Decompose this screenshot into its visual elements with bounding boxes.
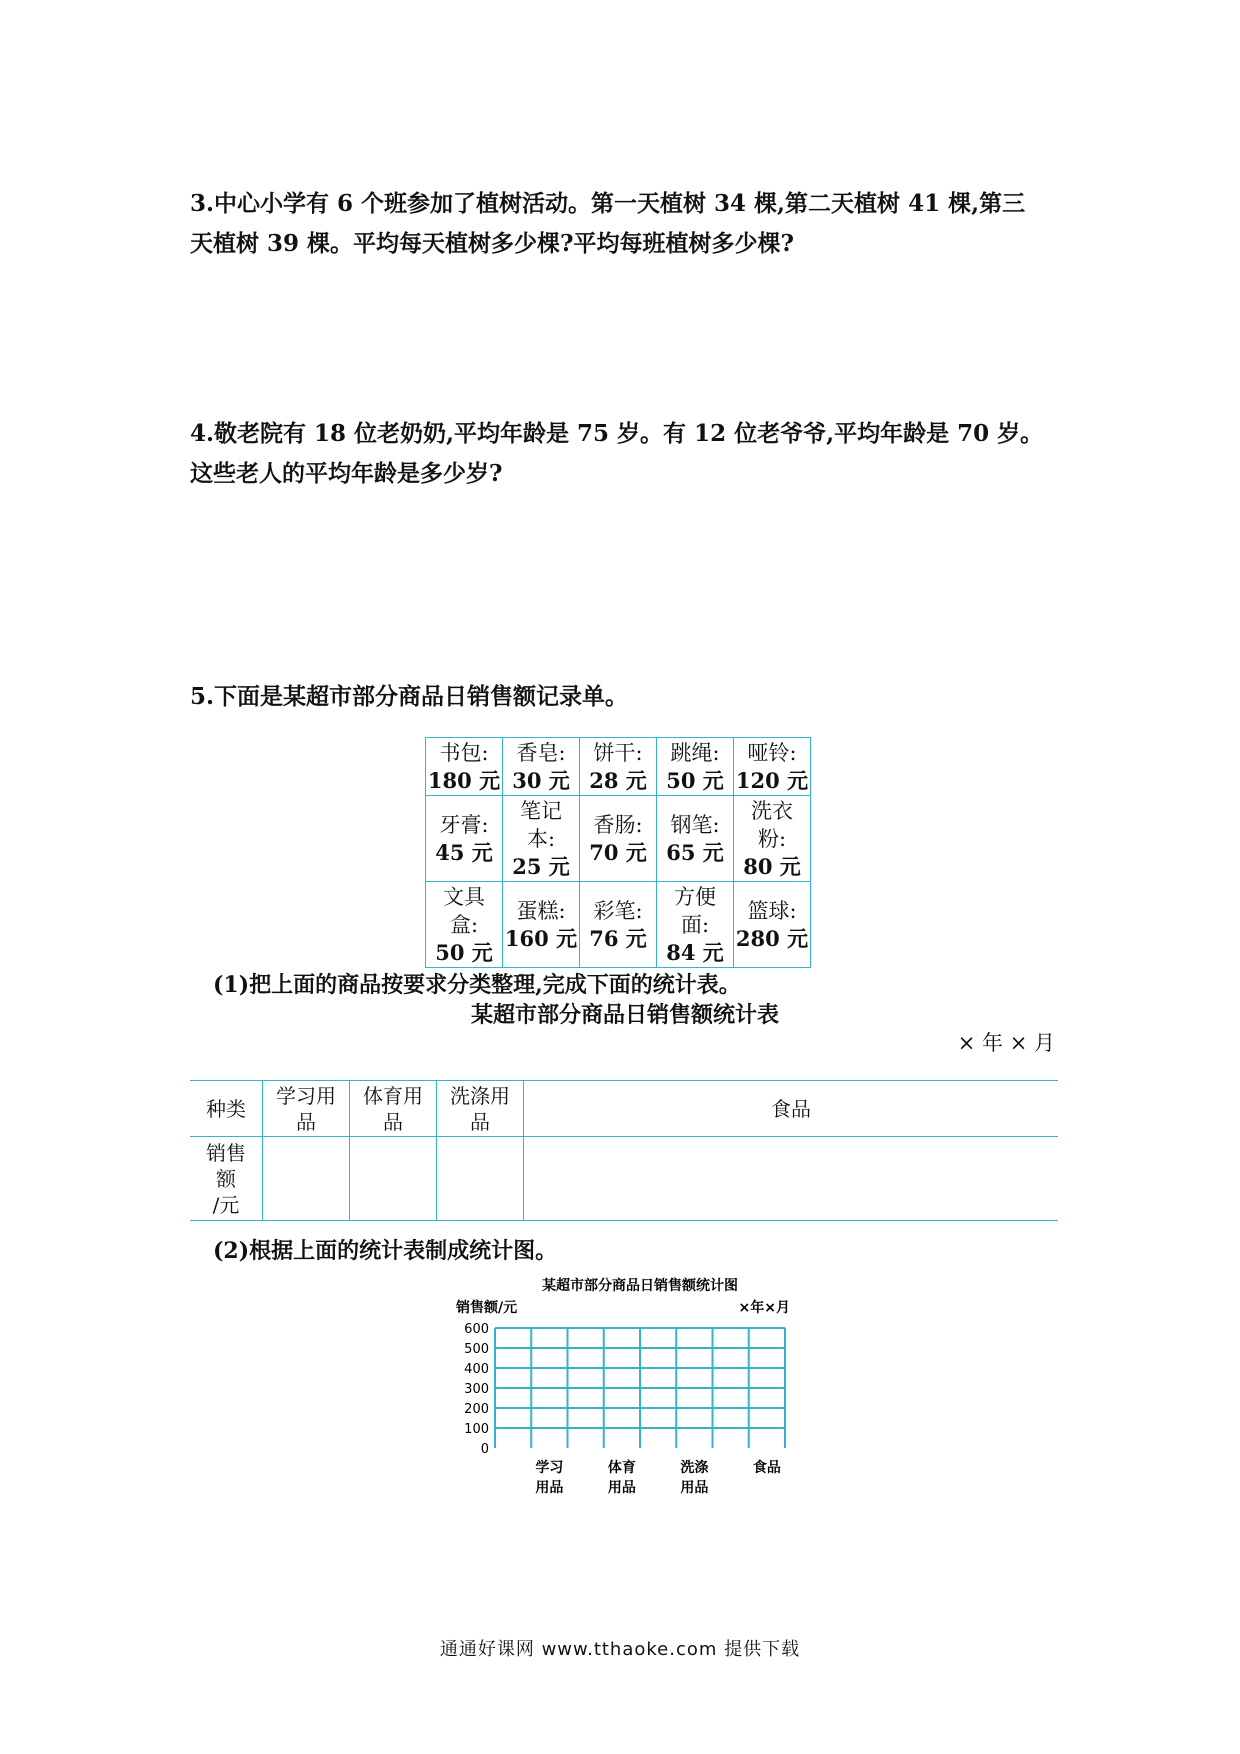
answer-cell-cleaning[interactable] — [437, 1137, 524, 1221]
answer-cell-food[interactable] — [524, 1137, 1059, 1221]
product-cell: 牙膏: 45 元 — [426, 796, 503, 882]
x-category-label: 学习 — [535, 1460, 564, 1476]
question-3-line1: 3.中心小学有 6 个班参加了植树活动。第一天植树 34 棵,第二天植树 41 棵,第三 — [190, 190, 1026, 217]
answer-cell-sports[interactable] — [350, 1137, 437, 1221]
answer-cell-study[interactable] — [263, 1137, 350, 1221]
product-cell: 跳绳: 50 元 — [657, 738, 734, 796]
product-cell: 书包: 180 元 — [426, 738, 503, 796]
part-2-instruction: (2)根据上面的统计表制成统计图。 — [213, 1238, 558, 1264]
question-3-line2: 天植树 39 棵。平均每天植树多少棵?平均每班植树多少棵? — [190, 230, 794, 257]
y-tick-label: 100 — [464, 1422, 489, 1437]
y-tick-label: 600 — [464, 1322, 489, 1337]
product-cell: 香肠: 70 元 — [580, 796, 657, 882]
x-category-label: 食品 — [752, 1460, 781, 1476]
question-5-title: 5.下面是某超市部分商品日销售额记录单。 — [190, 683, 629, 710]
part-1-instruction: (1)把上面的商品按要求分类整理,完成下面的统计表。 — [213, 972, 741, 998]
x-category-label: 用品 — [607, 1480, 636, 1496]
x-category-label: 洗涤 — [680, 1460, 709, 1476]
x-category-label: 用品 — [680, 1480, 709, 1496]
table-title: 某超市部分商品日销售额统计表 — [470, 1002, 779, 1028]
question-4 — [190, 414, 1060, 494]
chart-date: ×年×月 — [738, 1300, 790, 1316]
product-cell: 笔记 本: 25 元 — [503, 796, 580, 882]
product-cell: 洗衣 粉: 80 元 — [734, 796, 811, 882]
product-cell: 饼干: 28 元 — [580, 738, 657, 796]
product-cell: 文具 盒: 50 元 — [426, 882, 503, 968]
product-cell: 哑铃: 120 元 — [734, 738, 811, 796]
header-food: 食品 — [524, 1081, 1059, 1137]
x-category-label: 体育 — [607, 1460, 636, 1476]
product-cell: 香皂: 30 元 — [503, 738, 580, 796]
table-date: × 年 × 月 — [957, 1031, 1055, 1055]
y-tick-label: 500 — [464, 1342, 489, 1357]
chart-title: 某超市部分商品日销售额统计图 — [542, 1278, 738, 1294]
y-tick-label: 400 — [464, 1362, 489, 1377]
product-cell: 钢笔: 65 元 — [657, 796, 734, 882]
product-cell: 蛋糕: 160 元 — [503, 882, 580, 968]
row-sales-label: 销售 额 /元 — [190, 1137, 263, 1221]
y-tick-label: 0 — [480, 1442, 489, 1457]
y-tick-label: 300 — [464, 1382, 489, 1397]
product-cell: 彩笔: 76 元 — [580, 882, 657, 968]
x-category-label: 用品 — [535, 1480, 564, 1496]
chart-grid — [495, 1328, 785, 1448]
y-tick-label: 200 — [464, 1402, 489, 1417]
product-cell: 方便 面: 84 元 — [657, 882, 734, 968]
chart-y-axis-label: 销售额/元 — [456, 1300, 518, 1316]
product-cell: 篮球: 280 元 — [734, 882, 811, 968]
header-study-supplies: 学习用 品 — [263, 1081, 350, 1137]
question-4-line2: 这些老人的平均年龄是多少岁? — [190, 460, 503, 487]
footer-source: 通通好课网 www.tthaoke.com 提供下载 — [439, 1639, 801, 1660]
question-3 — [190, 184, 1060, 264]
header-category: 种类 — [190, 1081, 263, 1137]
chart-y-ticks — [464, 1322, 489, 1457]
question-4-line1: 4.敬老院有 18 位老奶奶,平均年龄是 75 岁。有 12 位老爷爷,平均年龄是 70 岁。 — [190, 420, 1044, 447]
statistics-table — [190, 1080, 1058, 1221]
chart-x-categories — [535, 1459, 781, 1496]
header-sports-supplies: 体育用 品 — [350, 1081, 437, 1137]
header-cleaning-supplies: 洗涤用 品 — [437, 1081, 524, 1137]
sales-chart — [440, 1270, 810, 1520]
product-sales-record — [425, 737, 811, 968]
